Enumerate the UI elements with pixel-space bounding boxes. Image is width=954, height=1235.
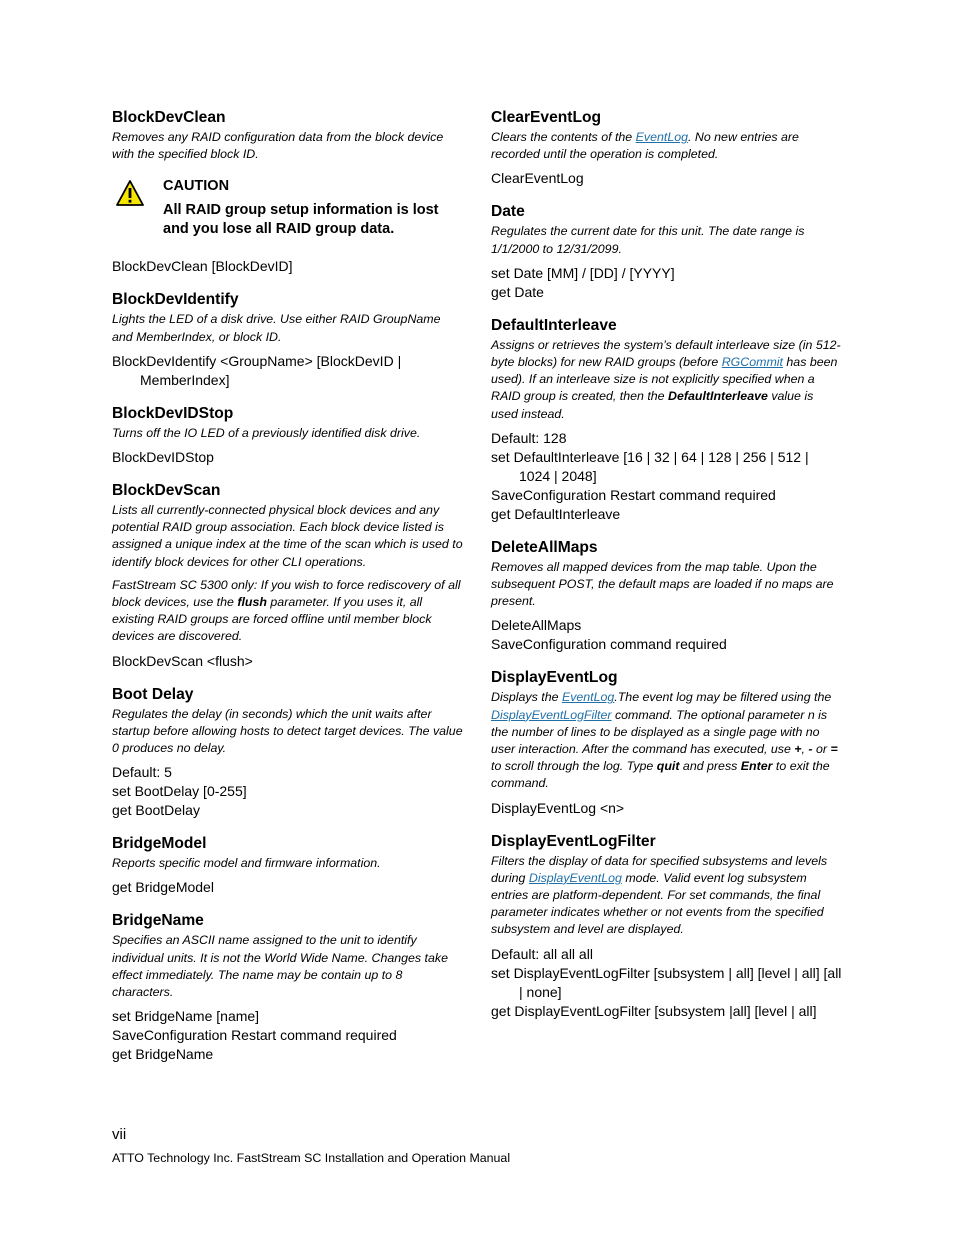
heading-defaultinterleave: DefaultInterleave [491, 316, 617, 334]
cmd-bootdelay-get: get BootDelay [112, 802, 200, 819]
cmd-displayeventlogfilter-default: Default: all all all [491, 945, 593, 962]
desc-blockdevidstop: Turns off the IO LED of a previously identified disk drive. [112, 425, 421, 440]
desc-defaultinterleave [491, 337, 843, 423]
desc-text-b: . No new entries are recorded until the operation is completed. [491, 130, 799, 162]
desc-text-b: mode. Valid event log subsystem entries are platform-dependent. For set commands, the final parameter indicates whether or not events from the specified subsystem and level are displayed. [491, 870, 824, 937]
note-text-a: FastStream SC 5300 only: If you wish to force rediscovery of all block devices, use the [112, 577, 461, 610]
eventlog-link[interactable]: EventLog [635, 130, 688, 144]
desc-displayeventlog [491, 689, 843, 792]
cmd-bridgemodel: get BridgeModel [112, 879, 214, 896]
cmd-cleareventlog: ClearEventLog [491, 170, 584, 187]
desc-deleteallmaps: Removes all mapped devices from the map table. Upon the subsequent POST, the default maps are loaded if no maps are present. [491, 559, 834, 609]
desc-text-c: value is used instead. [491, 389, 814, 421]
cmd-bridgename-set: set BridgeName [name] [112, 1008, 260, 1025]
section-blockdevidentify [112, 290, 464, 389]
desc-text-a: Filters the display of data for specified subsystems and levels during [491, 853, 828, 885]
warning-icon [116, 180, 144, 206]
displayeventlogfilter-link[interactable]: DisplayEventLogFilter [491, 707, 612, 722]
caution-box [112, 177, 464, 239]
heading-date: Date [491, 203, 525, 221]
section-bridgename [112, 911, 464, 1064]
desc-blockdevscan: Lists all currently-connected physical block devices and any potential RAID group association. Each block device listed is assigned a unique index at the time of the scan which is used to identify block devices for other CLI operations. [112, 503, 463, 569]
cmd-bridgename-get: get BridgeName [112, 1046, 214, 1063]
desc-text-f: to exit the command. [491, 759, 830, 791]
desc-date: Regulates the current date for this unit. The date range is 1/1/2000 to 12/31/2099. [491, 224, 805, 256]
cmd-blockdevscan: BlockDevScan <flush> [112, 652, 253, 669]
desc-displayeventlogfilter [491, 853, 843, 939]
rgcommit-link[interactable]: RGCommit [721, 355, 783, 370]
key-plus: + [794, 742, 802, 757]
heading-bridgename: BridgeName [112, 912, 204, 930]
heading-displayeventlog: DisplayEventLog [491, 669, 618, 687]
desc-blockdevidentify: Lights the LED of a disk drive. Use either RAID GroupName and MemberIndex, or block ID. [112, 312, 441, 344]
section-blockdevidstop [112, 404, 464, 467]
cmd-deleteallmaps-save: SaveConfiguration command required [491, 636, 727, 653]
caution-text: All RAID group setup information is lost and you lose all RAID group data. [163, 202, 439, 238]
desc-bridgename: Specifies an ASCII name assigned to the unit to identify individual units. It is not the World Wide Name. Changes take effect immediately. The name may be contain up to 8 characters. [112, 933, 448, 1000]
section-blockdevscan [112, 481, 464, 671]
desc-or: or [812, 742, 831, 757]
right-column [491, 108, 843, 1035]
note-flush: flush [237, 595, 267, 610]
cmd-bootdelay-set: set BootDelay [0-255] [112, 783, 247, 800]
key-minus: - [808, 742, 813, 757]
note-text-c: parameter. If you uses it, all existing RAID groups are forced offline until member block devices are discovered. [112, 595, 432, 644]
desc-sep: , [801, 742, 809, 757]
desc-text-b: .The event log may be filtered using the [614, 690, 832, 705]
desc-text-a: Displays the [491, 690, 562, 705]
manual-title: ATTO Technology Inc. FastStream SC Installation and Operation Manual [112, 1151, 511, 1165]
heading-blockdevidentify: BlockDevIdentify [112, 291, 239, 309]
section-cleareventlog [491, 108, 843, 188]
section-displayeventlogfilter [491, 832, 843, 1021]
cmd-defaultinterleave-default: Default: 128 [491, 429, 567, 446]
heading-blockdevscan: BlockDevScan [112, 482, 221, 500]
section-bootdelay [112, 685, 464, 821]
section-date [491, 202, 843, 301]
section-bridgemodel [112, 834, 464, 897]
desc-text-b: has been used). If an interleave size is not explicitly specified when a RAID group is created, then the [491, 355, 838, 404]
desc-text-e: and press [679, 759, 741, 774]
page-number: vii [112, 1126, 127, 1143]
cmd-blockdevidentify: BlockDevIdentify <GroupName> [BlockDevID | MemberIndex] [112, 352, 402, 388]
section-defaultinterleave [491, 316, 843, 524]
displayeventlog-link[interactable]: DisplayEventLog [528, 870, 622, 885]
cmd-date-set: set Date [MM] / [DD] / [YYYY] [491, 264, 675, 281]
cmd-displayeventlogfilter-set: set DisplayEventLogFilter [subsystem | all] [level | all] [all | none] [491, 964, 842, 1000]
section-displayeventlog [491, 668, 843, 817]
left-column [112, 108, 464, 1078]
cmd-blockdevclean: BlockDevClean [BlockDevID] [112, 258, 293, 275]
desc-blockdevclean: Removes any RAID configuration data from the block device with the specified block ID. [112, 130, 444, 162]
desc-bold-defaultinterleave: DefaultInterleave [668, 389, 768, 404]
desc-cleareventlog [491, 129, 843, 163]
section-deleteallmaps [491, 538, 843, 655]
heading-blockdevclean: BlockDevClean [112, 109, 226, 126]
cmd-deleteallmaps: DeleteAllMaps [491, 617, 582, 634]
cmd-defaultinterleave-set: set DefaultInterleave [16 | 32 | 64 | 128 | 256 | 512 | 1024 | 2048] [491, 448, 809, 484]
key-equals: = [830, 742, 838, 757]
desc-text-c: command. The optional parameter n is the number of lines to be displayed as a single page with no user interaction. After the command has executed, use [491, 707, 828, 757]
heading-bridgemodel: BridgeModel [112, 835, 207, 853]
caution-title: CAUTION [163, 178, 230, 195]
cmd-date-get: get Date [491, 283, 544, 300]
desc-bootdelay: Regulates the delay (in seconds) which the unit waits after startup before allowing hosts to detect target devices. The value 0 produces no delay. [112, 706, 463, 756]
key-enter: Enter [740, 759, 773, 774]
desc-text-a: Clears the contents of the [491, 130, 636, 144]
cmd-defaultinterleave-save: SaveConfiguration Restart command required [491, 486, 776, 503]
desc-text-a: Assigns or retrieves the system’s default interleave size (in 512-byte blocks) for new RAID groups (before [491, 337, 841, 370]
desc-blockdevscan-note [112, 577, 464, 646]
cmd-displayeventlog: DisplayEventLog <n> [491, 799, 625, 816]
heading-blockdevidstop: BlockDevIDStop [112, 404, 234, 422]
heading-deleteallmaps: DeleteAllMaps [491, 538, 598, 556]
cmd-blockdevidstop: BlockDevIDStop [112, 449, 214, 466]
heading-displayeventlogfilter: DisplayEventLogFilter [491, 832, 656, 850]
section-blockdevclean [112, 108, 464, 276]
key-quit: quit [656, 759, 680, 774]
heading-cleareventlog: ClearEventLog [491, 109, 602, 126]
cmd-defaultinterleave-get: get DefaultInterleave [491, 505, 621, 522]
desc-bridgemodel: Reports specific model and firmware information. [112, 856, 381, 871]
cmd-displayeventlogfilter-get: get DisplayEventLogFilter [subsystem |all] [level | all] [491, 1002, 817, 1019]
cmd-bridgename-save: SaveConfiguration Restart command required [112, 1027, 397, 1044]
eventlog-link[interactable]: EventLog [561, 690, 615, 705]
desc-text-d: to scroll through the log. Type [491, 759, 657, 774]
cmd-bootdelay-default: Default: 5 [112, 764, 172, 781]
heading-bootdelay: Boot Delay [112, 685, 194, 703]
